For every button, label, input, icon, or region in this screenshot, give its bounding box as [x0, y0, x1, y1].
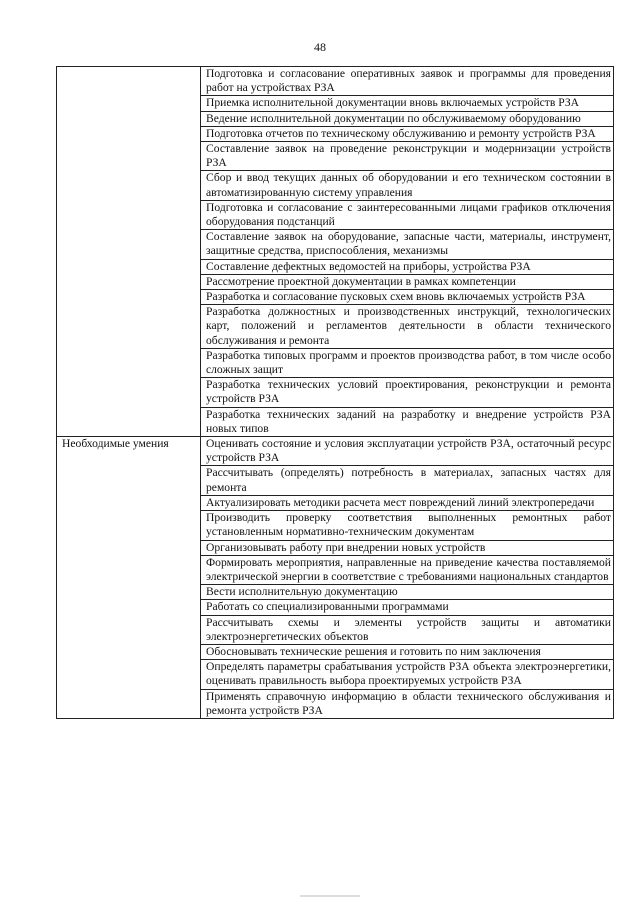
- table-cell: Работать со специализированными программами: [201, 600, 614, 615]
- table-cell: Приемка исполнительной документации вновь включаемых устройств РЗА: [201, 96, 614, 111]
- competency-table: [56, 66, 614, 719]
- table-cell: Сбор и ввод текущих данных об оборудовании и его техническом состоянии в автоматизированную систему управления: [201, 171, 614, 200]
- table-cell: Оценивать состояние и условия эксплуатации устройств РЗА, остаточный ресурс устройств РЗА: [201, 437, 614, 466]
- table-row: [57, 67, 614, 96]
- table-cell: Подготовка отчетов по техническому обслуживанию и ремонту устройств РЗА: [201, 126, 614, 141]
- table-cell: Производить проверку соответствия выполненных ремонтных работ установленным нормативно-техническим документам: [201, 511, 614, 540]
- table-cell: Подготовка и согласование оперативных заявок и программы для проведения работ на устройствах РЗА: [201, 67, 614, 96]
- table-cell: Разработка технических условий проектирования, реконструкции и ремонта устройств РЗА: [201, 378, 614, 407]
- table-cell: Разработка и согласование пусковых схем вновь включаемых устройств РЗА: [201, 290, 614, 305]
- table-cell: Разработка должностных и производственных инструкций, технологических карт, положений и регламентов деятельности в области технического обслуживания и ремонта: [201, 305, 614, 349]
- table-cell: Подготовка и согласование с заинтересованными лицами графиков отключения оборудования подстанций: [201, 200, 614, 229]
- table-cell: Ведение исполнительной документации по обслуживаемому оборудованию: [201, 111, 614, 126]
- table-cell: Обосновывать технические решения и готовить по ним заключения: [201, 644, 614, 659]
- section-label: [57, 67, 201, 437]
- table-cell: Составление заявок на проведение реконструкции и модернизации устройств РЗА: [201, 142, 614, 171]
- table-cell: Организовывать работу при внедрении новых устройств: [201, 540, 614, 555]
- table-cell: Разработка технических заданий на разработку и внедрение устройств РЗА новых типов: [201, 407, 614, 436]
- table-cell: Составление дефектных ведомостей на приборы, устройства РЗА: [201, 259, 614, 274]
- table-cell: Применять справочную информацию в области технического обслуживания и ремонта устройств РЗА: [201, 689, 614, 718]
- table-cell: Рассмотрение проектной документации в рамках компетенции: [201, 274, 614, 289]
- table-cell: Разработка типовых программ и проектов производства работ, в том числе особо сложных защит: [201, 348, 614, 377]
- table-cell: Вести исполнительную документацию: [201, 585, 614, 600]
- table-cell: Формировать мероприятия, направленные на приведение качества поставляемой электрической энергии в соответствие с требованиями национальных стандартов: [201, 555, 614, 584]
- scan-artifact: [300, 895, 360, 897]
- table-cell: Составление заявок на оборудование, запасные части, материалы, инструмент, защитные средства, приспособления, механизмы: [201, 230, 614, 259]
- page-number: 48: [314, 40, 326, 54]
- table-cell: Определять параметры срабатывания устройств РЗА объекта электроэнергетики, оценивать правильность выбора проектируемых устройств РЗА: [201, 660, 614, 689]
- section-label: Необходимые умения: [57, 437, 201, 719]
- competency-table-body: [57, 67, 614, 719]
- table-cell: Актуализировать методики расчета мест повреждений линий электропередачи: [201, 495, 614, 510]
- table-cell: Рассчитывать схемы и элементы устройств защиты и автоматики электроэнергетических объектов: [201, 615, 614, 644]
- table-row: [57, 437, 614, 466]
- table-cell: Рассчитывать (определять) потребность в материалах, запасных частях для ремонта: [201, 466, 614, 495]
